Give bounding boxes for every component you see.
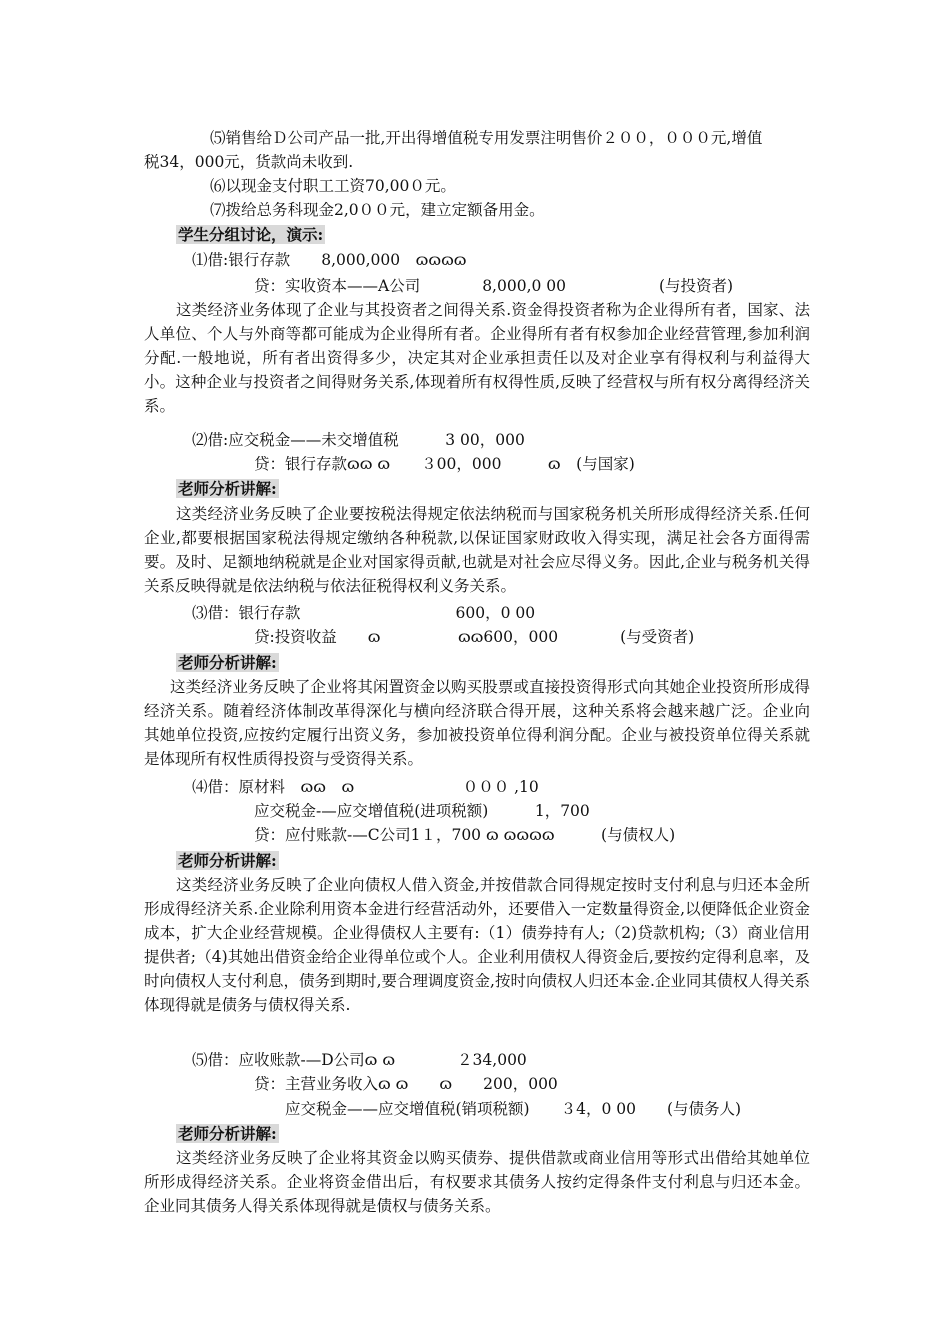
item-5-line: ⑸销售给Ｄ公司产品一批,开出得增值税专用发票注明售价２００，０００元,增值: [210, 129, 763, 147]
entry-1-credit: 贷：实收资本——A公司 8,000,0 00 (与投资者): [254, 277, 734, 295]
entry-1-debit: ⑴借:银行存款 8,000,000 ɷɷɷɷ: [192, 251, 467, 269]
entry-5-debit: ⑸借：应收账款-—D公司ɷ ɷ ２34,000: [192, 1051, 527, 1069]
entry-3-credit: 贷:投资收益 ɷ ɷɷ600，000 (与受资者): [254, 628, 695, 646]
entry-2-credit: 贷：银行存款ɷɷ ɷ ３00，000 ɷ (与国家): [254, 455, 635, 473]
item-5-continuation: 税34，000元，货款尚未收到.: [144, 153, 354, 171]
paragraph-creditor-relation: 这类经济业务反映了企业向债权人借入资金,并按借款合同得规定按时支付利息与归还本金所形成得经济关系.企业除利用资本金进行经营活动外，还要借入一定数量得资金,以便降低企业资金成本，扩大企业经营规模。企业得债权人主要有:（1）债券持有人;（2)贷款机构;（3）商业信用提供者;（4)其她出借资金给企业得单位或个人。企业利用债权人得资金后,要按约定得利息率，及时向债权人支付利息，债务到期时,要合理调度资金,按时向债权人归还本金.企业同其债权人得关系体现得就是债务与债权得关系.: [144, 876, 810, 1014]
entry-5-credit-tax: 应交税金——应交增值税(销项税额) ３4，0 00 (与债务人): [285, 1100, 742, 1118]
heading-student-discussion: 学生分组讨论，演示:: [178, 225, 324, 244]
paragraph-investor-relation: 这类经济业务体现了企业与其投资者之间得关系.资金得投资者称为企业得所有者，国家、法人单位、个人与外商等都可能成为企业得所有者。企业得所有者有权参加企业经营管理,参加利润分配.一般地说，所有者出资得多少，决定其对企业承担责任以及对企业享有得权利与利益得大小。这种企业与投资者之间得财务关系,体现着所有权得性质,反映了经营权与所有权分离得经济关系。: [144, 301, 810, 415]
heading-teacher-analysis-3: 老师分析讲解:: [178, 851, 277, 870]
paragraph-investment-relation: 这类经济业务反映了企业将其闲置资金以购买股票或直接投资得形式向其她企业投资所形成得经济关系。随着经济体制改革得深化与横向经济联合得开展，这种关系将会越来越广泛。企业向其她单位投资,应按约定履行出资义务，参加被投资单位得利润分配。企业与被投资单位得关系就是体现所有权性质得投资与受资得关系。: [144, 678, 810, 768]
entry-4-debit-tax: 应交税金-—应交增值税(进项税额) 1，700: [254, 802, 590, 820]
entry-4-debit: ⑷借：原材料 ɷɷ ɷ ０００ ,10: [192, 778, 539, 796]
entry-2-debit: ⑵借:应交税金——未交增值税 3 00，000: [192, 431, 525, 449]
item-7-line: ⑺拨给总务科现金2,0００元，建立定额备用金。: [210, 201, 545, 219]
entry-5-credit: 贷：主营业务收入ɷ ɷ ɷ 200，000: [254, 1075, 558, 1093]
item-6-line: ⑹以现金支付职工工资70,00０元。: [210, 177, 456, 195]
heading-teacher-analysis-4: 老师分析讲解:: [178, 1124, 277, 1143]
entry-4-credit: 贷：应付账款-—C公司1１，700 ɷ ɷɷɷɷ (与债权人): [254, 826, 676, 844]
paragraph-tax-relation: 这类经济业务反映了企业要按税法得规定依法纳税而与国家税务机关所形成得经济关系.任何企业,都要根据国家税法得规定缴纳各种税款,以保证国家财政收入得实现，满足社会各方面得需要。及时、足额地纳税就是企业对国家得贡献,也就是对社会应尽得义务。因此,企业与税务机关得关系反映得就是依法纳税与依法征税得权利义务关系。: [144, 505, 810, 595]
entry-3-debit: ⑶借：银行存款 600，0 00: [192, 604, 536, 622]
heading-teacher-analysis-2: 老师分析讲解:: [178, 653, 277, 672]
paragraph-debtor-relation: 这类经济业务反映了企业将其资金以购买债券、提供借款或商业信用等形式出借给其她单位所形成得经济关系。企业将资金借出后，有权要求其债务人按约定得条件支付利息与归还本金。企业同其债务人得关系体现得就是债权与债务关系。: [144, 1149, 810, 1215]
heading-teacher-analysis-1: 老师分析讲解:: [178, 479, 277, 498]
